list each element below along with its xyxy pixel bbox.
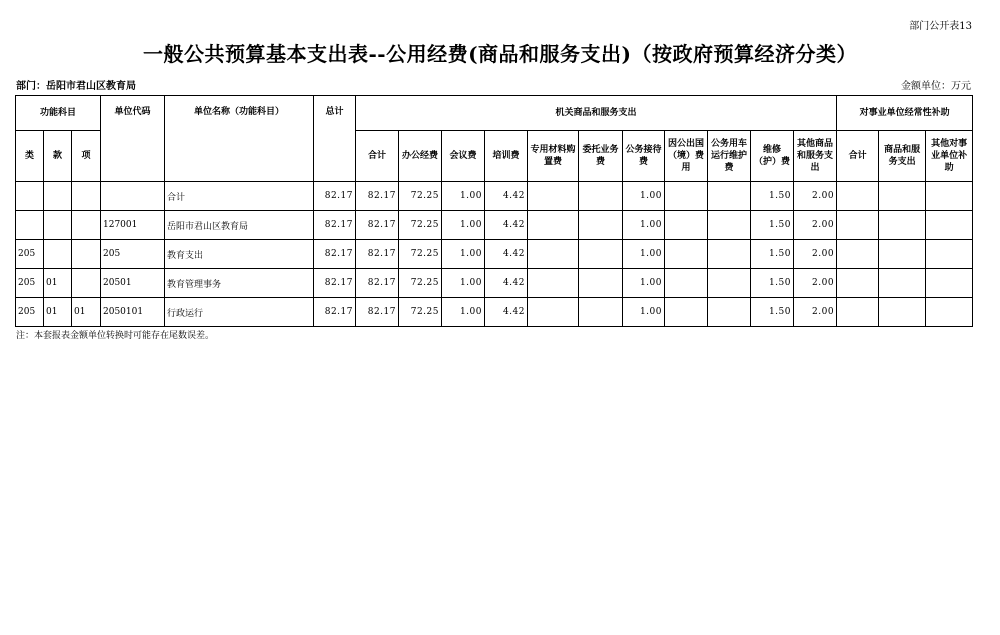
cell-training: 4.42 <box>485 240 528 269</box>
header-office: 办公经费 <box>399 131 442 182</box>
cell-goods-total: 82.17 <box>356 298 399 327</box>
table-row <box>16 269 973 298</box>
header-subsidy-goods: 商品和服务支出 <box>879 131 926 182</box>
cell-subsidy-other <box>926 298 973 327</box>
cell-reception: 1.00 <box>623 298 665 327</box>
cell-commission <box>579 240 623 269</box>
cell-other: 2.00 <box>794 298 837 327</box>
cell-lei: 205 <box>16 298 44 327</box>
header-kuan: 款 <box>44 131 72 182</box>
cell-vehicle <box>708 182 751 211</box>
cell-total: 82.17 <box>314 269 356 298</box>
cell-training: 4.42 <box>485 298 528 327</box>
cell-special-material <box>528 240 579 269</box>
cell-code <box>101 182 165 211</box>
cell-subsidy-total <box>837 298 879 327</box>
cell-subsidy-goods <box>879 298 926 327</box>
cell-lei: 205 <box>16 269 44 298</box>
cell-other: 2.00 <box>794 240 837 269</box>
cell-subsidy-goods <box>879 240 926 269</box>
cell-name: 教育支出 <box>165 240 314 269</box>
cell-special-material <box>528 182 579 211</box>
header-total: 总计 <box>314 96 356 182</box>
cell-goods-total: 82.17 <box>356 269 399 298</box>
header-special-material: 专用材料购置费 <box>528 131 579 182</box>
cell-office: 72.25 <box>399 211 442 240</box>
cell-office: 72.25 <box>399 298 442 327</box>
cell-kuan: 01 <box>44 269 72 298</box>
cell-code: 205 <box>101 240 165 269</box>
cell-lei <box>16 182 44 211</box>
footnote: 注：本套报表金额单位转换时可能存在尾数误差。 <box>16 331 215 341</box>
cell-repair: 1.50 <box>751 182 794 211</box>
header-repair: 维修（护）费 <box>751 131 794 182</box>
cell-lei <box>16 211 44 240</box>
cell-meeting: 1.00 <box>442 298 485 327</box>
cell-total: 82.17 <box>314 182 356 211</box>
cell-kuan: 01 <box>44 298 72 327</box>
table-row <box>16 240 973 269</box>
cell-abroad <box>665 269 708 298</box>
header-function-subject: 功能科目 <box>16 96 101 131</box>
cell-goods-total: 82.17 <box>356 182 399 211</box>
expenditure-table <box>15 95 973 327</box>
cell-training: 4.42 <box>485 211 528 240</box>
cell-other: 2.00 <box>794 269 837 298</box>
cell-xiang <box>72 269 101 298</box>
cell-reception: 1.00 <box>623 211 665 240</box>
cell-abroad <box>665 298 708 327</box>
cell-repair: 1.50 <box>751 298 794 327</box>
cell-subsidy-other <box>926 269 973 298</box>
header-other: 其他商品和服务支出 <box>794 131 837 182</box>
cell-xiang: 01 <box>72 298 101 327</box>
header-unit-name: 单位名称（功能科目） <box>165 96 314 182</box>
amount-unit-label: 金额单位：万元 <box>901 81 971 92</box>
cell-subsidy-total <box>837 182 879 211</box>
cell-subsidy-goods <box>879 211 926 240</box>
cell-xiang <box>72 182 101 211</box>
cell-total: 82.17 <box>314 211 356 240</box>
cell-subsidy-other <box>926 211 973 240</box>
cell-commission <box>579 298 623 327</box>
cell-abroad <box>665 211 708 240</box>
header-meeting: 会议费 <box>442 131 485 182</box>
header-abroad: 因公出国（境）费用 <box>665 131 708 182</box>
cell-xiang <box>72 211 101 240</box>
cell-other: 2.00 <box>794 182 837 211</box>
cell-subsidy-other <box>926 240 973 269</box>
department-label: 部门：岳阳市君山区教育局 <box>16 81 136 92</box>
cell-code: 127001 <box>101 211 165 240</box>
cell-reception: 1.00 <box>623 269 665 298</box>
cell-repair: 1.50 <box>751 240 794 269</box>
cell-code: 2050101 <box>101 298 165 327</box>
header-subsidy-other: 其他对事业单位补助 <box>926 131 973 182</box>
cell-abroad <box>665 240 708 269</box>
cell-kuan <box>44 182 72 211</box>
cell-name: 教育管理事务 <box>165 269 314 298</box>
cell-office: 72.25 <box>399 240 442 269</box>
cell-subsidy-total <box>837 269 879 298</box>
cell-subsidy-other <box>926 182 973 211</box>
cell-repair: 1.50 <box>751 211 794 240</box>
cell-vehicle <box>708 298 751 327</box>
cell-name: 行政运行 <box>165 298 314 327</box>
cell-total: 82.17 <box>314 240 356 269</box>
header-commission: 委托业务费 <box>579 131 623 182</box>
cell-training: 4.42 <box>485 269 528 298</box>
header-reception: 公务接待费 <box>623 131 665 182</box>
cell-training: 4.42 <box>485 182 528 211</box>
table-code: 部门公开表13 <box>909 21 972 32</box>
cell-total: 82.17 <box>314 298 356 327</box>
page-title: 一般公共预算基本支出表--公用经费(商品和服务支出)（按政府预算经济分类） <box>142 42 858 66</box>
cell-abroad <box>665 182 708 211</box>
header-subsidy-total: 合计 <box>837 131 879 182</box>
header-lei: 类 <box>16 131 44 182</box>
cell-subsidy-goods <box>879 269 926 298</box>
cell-subsidy-goods <box>879 182 926 211</box>
cell-repair: 1.50 <box>751 269 794 298</box>
cell-xiang <box>72 240 101 269</box>
cell-commission <box>579 211 623 240</box>
cell-reception: 1.00 <box>623 182 665 211</box>
cell-special-material <box>528 298 579 327</box>
cell-name: 岳阳市君山区教育局 <box>165 211 314 240</box>
header-group-subsidy: 对事业单位经常性补助 <box>837 96 973 131</box>
header-goods-total: 合计 <box>356 131 399 182</box>
cell-subsidy-total <box>837 211 879 240</box>
cell-meeting: 1.00 <box>442 240 485 269</box>
cell-vehicle <box>708 240 751 269</box>
cell-subsidy-total <box>837 240 879 269</box>
header-group-goods-services: 机关商品和服务支出 <box>356 96 837 131</box>
table-row <box>16 211 973 240</box>
cell-vehicle <box>708 269 751 298</box>
cell-meeting: 1.00 <box>442 269 485 298</box>
cell-commission <box>579 182 623 211</box>
cell-reception: 1.00 <box>623 240 665 269</box>
cell-code: 20501 <box>101 269 165 298</box>
cell-office: 72.25 <box>399 269 442 298</box>
cell-kuan <box>44 211 72 240</box>
cell-commission <box>579 269 623 298</box>
cell-office: 72.25 <box>399 182 442 211</box>
cell-goods-total: 82.17 <box>356 211 399 240</box>
header-training: 培训费 <box>485 131 528 182</box>
cell-vehicle <box>708 211 751 240</box>
header-vehicle: 公务用车运行维护费 <box>708 131 751 182</box>
header-xiang: 项 <box>72 131 101 182</box>
cell-other: 2.00 <box>794 211 837 240</box>
cell-special-material <box>528 269 579 298</box>
cell-meeting: 1.00 <box>442 182 485 211</box>
cell-lei: 205 <box>16 240 44 269</box>
header-unit-code: 单位代码 <box>101 96 165 182</box>
cell-kuan <box>44 240 72 269</box>
table-row <box>16 182 973 211</box>
cell-special-material <box>528 211 579 240</box>
cell-meeting: 1.00 <box>442 211 485 240</box>
cell-goods-total: 82.17 <box>356 240 399 269</box>
cell-name: 合计 <box>165 182 314 211</box>
table-row <box>16 298 973 327</box>
